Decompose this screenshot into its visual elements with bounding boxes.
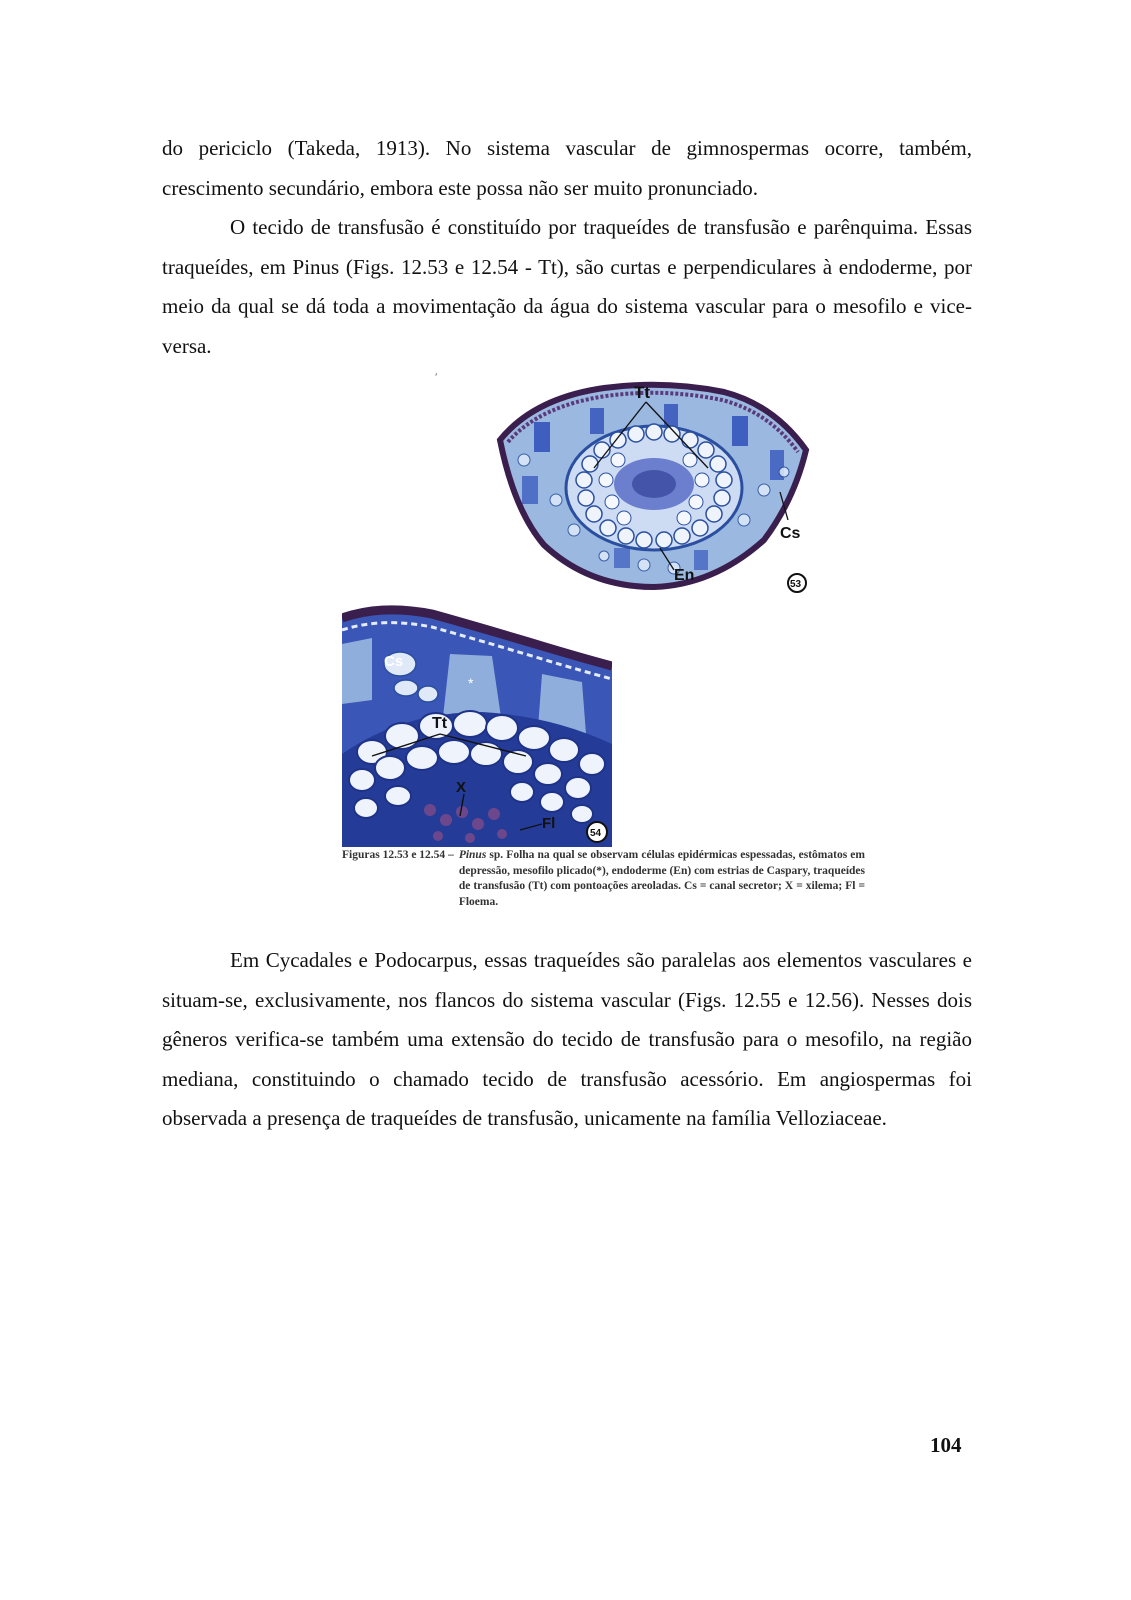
paragraph-3: Em Cycadales e Podocarpus, essas traqueídes são paralelas aos elementos vasculares e situam-se, exclusivamente, nos flancos do sistema vascular (Figs. 12.55 e 12.56). Nesses dois gêneros verifica-se também uma extensão do tecido de transfusão para o mesofilo, na região mediana, constituindo o chamado tecido de transfusão acessório. Em angiospermas foi observada a presença de traqueídes de transfusão, unicamente na família Velloziaceae. (162, 948, 972, 1130)
label-star-54: * (468, 675, 474, 691)
paragraph-2: O tecido de transfusão é constituído por traqueídes de transfusão e parênquima. Essas traqueídes, em Pinus (Figs. 12.53 e 12.54 - Tt), são curtas e perpendiculares à endoderme, por meio da qual se dá toda a movimentação da água do sistema vascular para o mesofilo e vice-versa. (162, 215, 972, 358)
label-cs-54: Cs (384, 653, 404, 670)
figure-number-54: 54 (590, 828, 602, 839)
label-tt-54: Tt (432, 715, 448, 732)
caption-lead: Figuras 12.53 e 12.54 – (342, 849, 454, 861)
figure-number: 53 (790, 579, 802, 590)
body-text-bottom (162, 941, 972, 1139)
figure-caption (342, 848, 865, 910)
caption-body: sp. Folha na qual se observam células epidérmicas espessadas, estômatos em depressão, mesofilo plicado(*), endoderme (En) com estrias de Caspary, traqueídes de transfusão (Tt) com pontoações areoladas. Cs = canal secretor; X = xilema; Fl = Floema. (458, 849, 865, 908)
stray-mark: ʹ (435, 370, 438, 384)
label-tt: Tt (634, 383, 651, 402)
paragraph-1: do periciclo (Takeda, 1913). No sistema vascular de gimnospermas ocorre, também, crescimento secundário, embora este possa não ser muito pronunciado. (162, 136, 972, 200)
figure-12-53 (494, 380, 816, 595)
figure-12-54 (342, 604, 612, 847)
label-cs: Cs (780, 525, 801, 542)
label-fl-54: Fl (542, 815, 556, 832)
label-x-54: X (456, 779, 467, 796)
body-text-top (162, 129, 972, 366)
label-en: En (674, 567, 695, 584)
page-number: 104 (930, 1433, 962, 1457)
caption-genus: Pinus (458, 849, 487, 861)
